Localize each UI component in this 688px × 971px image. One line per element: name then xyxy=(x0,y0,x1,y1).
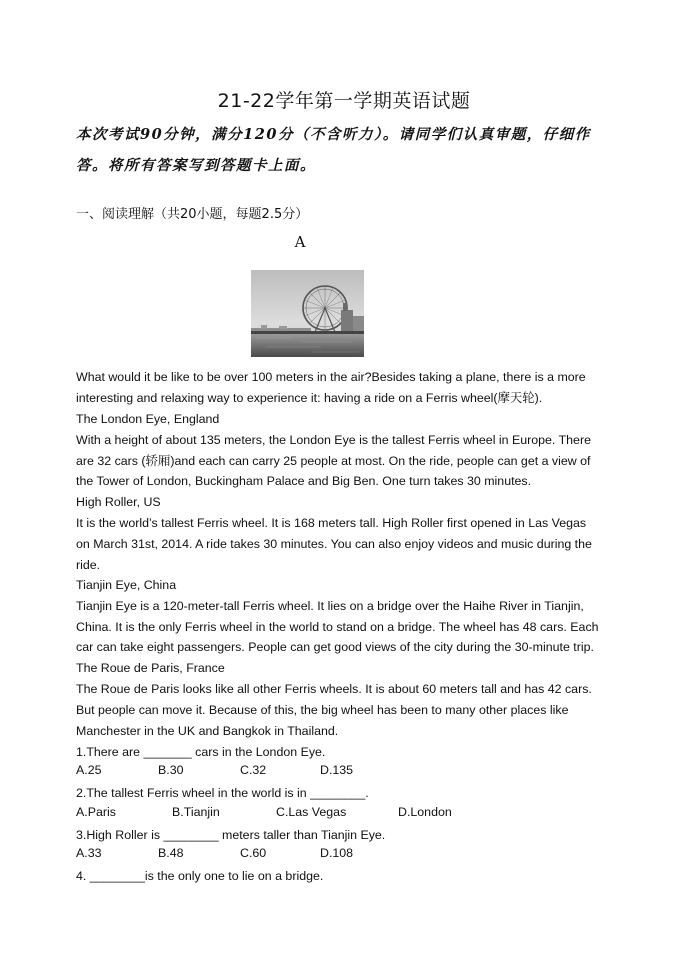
paragraph-line: the Tower of London, Buckingham Palace and Big Ben. One turn takes 30 minutes. xyxy=(76,474,532,488)
wheel-heading: High Roller, US xyxy=(76,495,161,509)
option-d: D.135 xyxy=(320,763,354,777)
paragraph-line: on March 31st, 2014. A ride takes 30 minutes. You can also enjoy videos and music during the xyxy=(76,537,592,551)
paragraph-line: With a height of about 135 meters, the London Eye is the tallest Ferris wheel in Europe. There xyxy=(76,433,591,447)
option-c: C.Las Vegas xyxy=(276,805,347,819)
option-c: C.60 xyxy=(240,846,267,860)
london-eye-photo xyxy=(251,270,364,357)
intro-line-2: interesting and relaxing way to experience it: having a ride on a Ferris wheel(摩天轮). xyxy=(76,391,543,405)
question-stem: 1.There are _______ cars in the London Eye. xyxy=(76,745,326,759)
option-a: A.Paris xyxy=(76,805,116,819)
question-stem: 2.The tallest Ferris wheel in the world is in ________. xyxy=(76,786,369,800)
intro-line-1: What would it be like to be over 100 meters in the air?Besides taking a plane, there is a more xyxy=(76,370,586,384)
wheel-heading: The Roue de Paris, France xyxy=(76,661,225,675)
option-b: B.Tianjin xyxy=(172,805,220,819)
option-b: B.30 xyxy=(158,763,184,777)
question-stem: 3.High Roller is ________ meters taller than Tianjin Eye. xyxy=(76,828,386,842)
notice-line-2: 答。将所有答案写到答题卡上面。 xyxy=(76,157,316,174)
wheel-heading: The London Eye, England xyxy=(76,412,220,426)
paragraph-line: Tianjin Eye is a 120-meter-tall Ferris wheel. It lies on a bridge over the Haihe River in Tianjin, xyxy=(76,599,584,613)
paragraph-line: Manchester in the UK and Bangkok in Thailand. xyxy=(76,724,339,738)
paragraph-line: are 32 cars (轿厢)and each can carry 25 people at most. On the ride, people can get a view of xyxy=(76,454,591,468)
paragraph-line: China. It is the only Ferris wheel in the world to stand on a bridge. The wheel has 48 cars. Each xyxy=(76,620,599,634)
page-title: 21-22学年第一学期英语试题 xyxy=(217,90,471,112)
option-d: D.London xyxy=(398,805,452,819)
paragraph-line: ride. xyxy=(76,558,101,572)
paragraph-line: But people can move it. Because of this, the big wheel has been to many other places like xyxy=(76,703,569,717)
option-b: B.48 xyxy=(158,846,184,860)
option-c: C.32 xyxy=(240,763,267,777)
option-a: A.25 xyxy=(76,763,102,777)
notice-line-1: 本次考试90分钟，满分120分（不含听力）。请同学们认真审题，仔细作 xyxy=(76,126,591,143)
paragraph-line: The Roue de Paris looks like all other Ferris wheels. It is about 60 meters tall and has 42 cars. xyxy=(76,682,592,696)
wheel-heading: Tianjin Eye, China xyxy=(76,578,177,592)
option-d: D.108 xyxy=(320,846,354,860)
section-heading: 一、阅读理解（共20小题，每题2.5分） xyxy=(76,207,309,222)
paragraph-line: It is the world’s tallest Ferris wheel. It is 168 meters tall. High Roller first opened in Las Vegas xyxy=(76,516,587,530)
option-a: A.33 xyxy=(76,846,102,860)
question-stem: 4. ________is the only one to lie on a bridge. xyxy=(76,869,324,883)
part-label: A xyxy=(294,233,306,251)
paragraph-line: car can take eight passengers. People can get good views of the city during the 30-minute trip. xyxy=(76,640,594,654)
